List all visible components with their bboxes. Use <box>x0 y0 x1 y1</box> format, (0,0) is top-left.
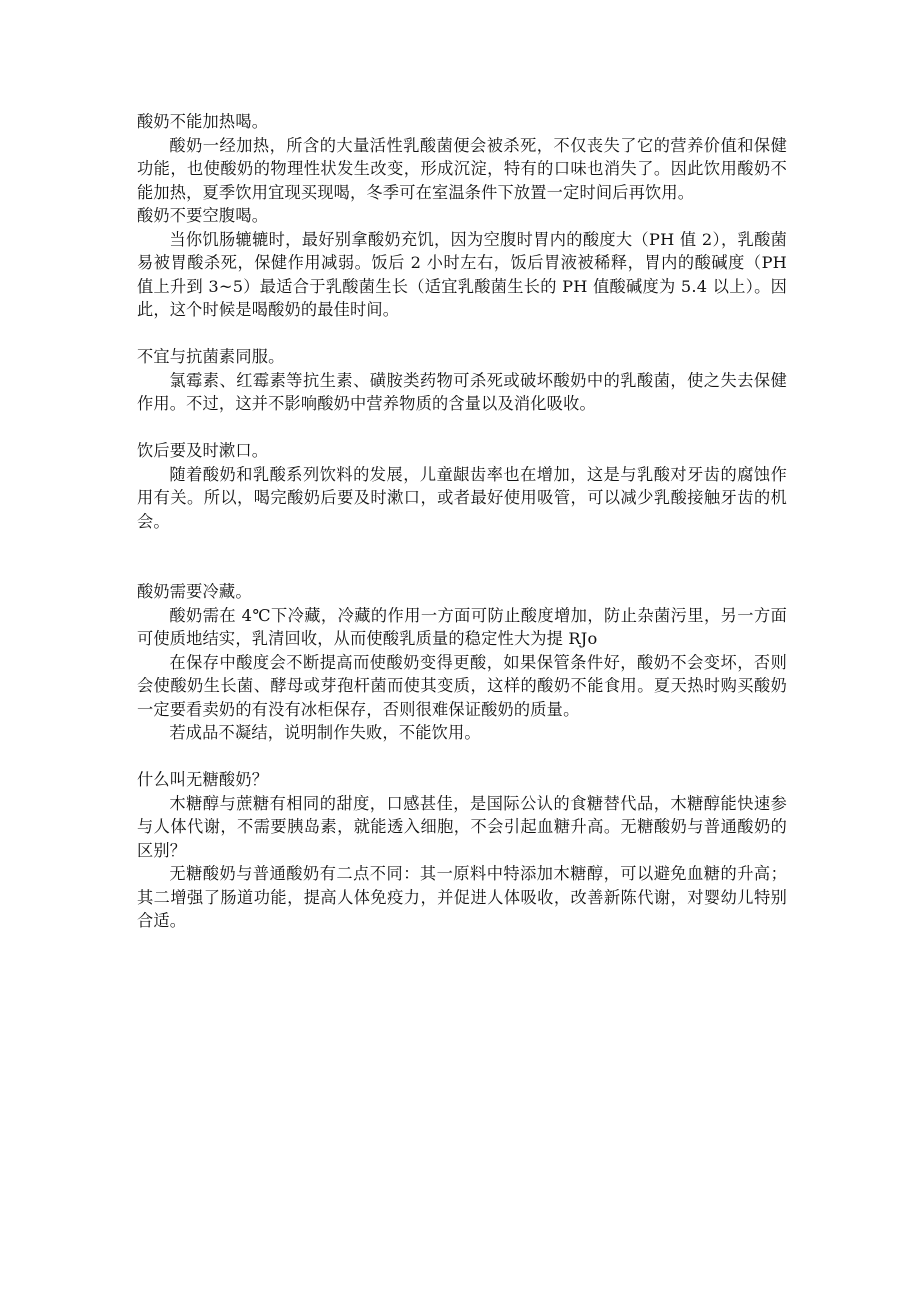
section-heading-antibiotics: 不宜与抗菌素同服。 <box>137 347 285 366</box>
document-body <box>137 110 787 933</box>
paragraph-spacer <box>137 416 787 440</box>
paragraph-heating: 酸奶一经加热，所含的大量活性乳酸菌便会被杀死，不仅丧失了它的营养价值和保健功能，也使酸奶的物理性状发生改变，形成沉淀，特有的口味也消失了。因此饮用酸奶不能加热，夏季饮用宜现买现喝，冬季可在室温条件下放置一定时间后再饮用。 <box>137 135 787 202</box>
paragraph-spacer <box>137 322 787 346</box>
paragraph-antibiotics: 氯霉素、红霉素等抗生素、磺胺类药物可杀死或破坏酸奶中的乳酸菌，使之失去保健作用。不过，这并不影响酸奶中营养物质的含量以及消化吸收。 <box>137 370 787 413</box>
section-heading-rinse: 饮后要及时漱口。 <box>137 441 269 460</box>
paragraph-spacer <box>137 533 787 580</box>
paragraph-differences: 无糖酸奶与普通酸奶有二点不同：其一原料中特添加木糖醇，可以避免血糖的升高；其二增强了肠道功能，提高人体免疫力，并促进人体吸收，改善新陈代谢，对婴幼儿特别合适。 <box>137 864 787 930</box>
paragraph-coagulation: 若成品不凝结，说明制作失败，不能饮用。 <box>169 723 481 742</box>
section-heading-refrigeration: 酸奶需要冷藏。 <box>137 582 252 601</box>
paragraph-refrigeration: 酸奶需在 4℃下冷藏，冷藏的作用一方面可防止酸度增加，防止杂菌污里，另一方面可使质地结实，乳清回收，从而使酸乳质量的稳定性大为提 RJo <box>137 605 787 648</box>
paragraph-spacer <box>137 745 787 769</box>
paragraph-xylitol: 木糖醇与蔗糖有相同的甜度，口感甚佳，是国际公认的食糖替代品，木糖醇能快速参与人体代谢，不需要胰岛素，就能透入细胞，不会引起血糖升高。无糖酸奶与普通酸奶的区别？ <box>137 793 787 860</box>
paragraph-empty-stomach: 当你饥肠辘辘时，最好别拿酸奶充饥，因为空腹时胃内的酸度大（PH 值 2），乳酸菌易被胃酸杀死，保健作用减弱。饭后 2 小时左右，饭后胃液被稀释，胃内的酸碱度（PH 值上升到 3~5）最适合于乳酸菌生长（适宜乳酸菌生长的 PH 值酸碱度为 5.4 以上）。因此，这个时候是喝酸奶的最佳时间。 <box>137 229 787 319</box>
section-heading-empty-stomach: 酸奶不要空腹喝。 <box>137 206 269 225</box>
paragraph-storage: 在保存中酸度会不断提高而使酸奶变得更酸，如果保管条件好，酸奶不会变坏，否则会使酸奶生长菌、酵母或芽孢杆菌而使其变质，这样的酸奶不能食用。夏天热时购买酸奶一定要看卖奶的有没有冰柜保存，否则很难保证酸奶的质量。 <box>137 652 787 719</box>
section-heading-heating: 酸奶不能加热喝。 <box>137 112 269 131</box>
paragraph-rinse: 随着酸奶和乳酸系列饮料的发展，儿童龈齿率也在增加，这是与乳酸对牙齿的腐蚀作用有关。所以，喝完酸奶后要及时漱口，或者最好使用吸管，可以减少乳酸接触牙齿的机会。 <box>137 464 787 531</box>
section-heading-sugar-free: 什么叫无糖酸奶？ <box>137 770 269 789</box>
